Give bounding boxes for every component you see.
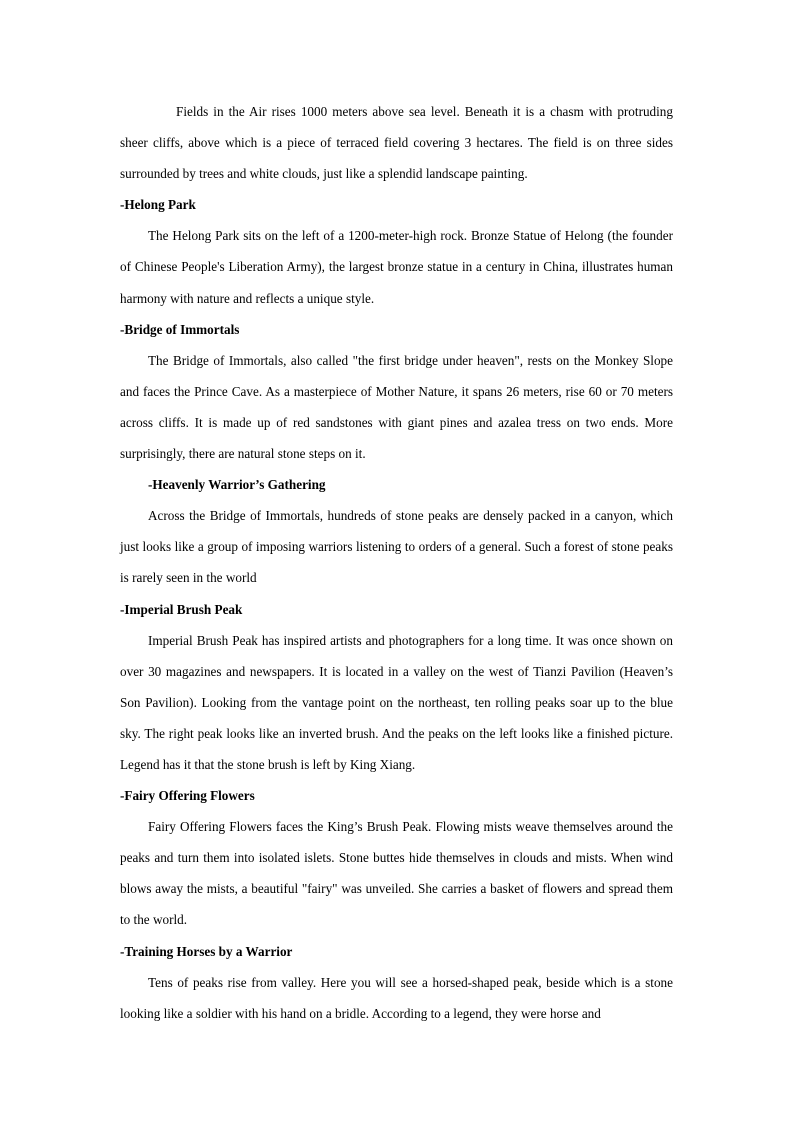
section-body-fairy-offering-flowers: Fairy Offering Flowers faces the King’s Brush Peak. Flowing mists weave themselves around the peaks and turn them into isolated islets. Stone buttes hide themselves in clouds and mists. When wind blows away the mists, a beautiful "fairy" was unveiled. She carries a basket of flowers and spread them to the world. — [120, 819, 673, 928]
section-heading-imperial-brush-peak: -Imperial Brush Peak — [120, 601, 243, 617]
section-heading-helong-park: -Helong Park — [120, 197, 196, 213]
intro-paragraph: Fields in the Air rises 1000 meters above sea level. Beneath it is a chasm with protruding sheer cliffs, above which is a piece of terraced field covering 3 hectares. The field is on three sides surrounded by trees and white clouds, just like a splendid landscape painting. — [120, 104, 673, 182]
section-heading-training-horses: -Training Horses by a Warrior — [120, 943, 293, 959]
section-body-bridge-of-immortals: The Bridge of Immortals, also called "the first bridge under heaven", rests on the Monkey Slope and faces the Prince Cave. As a masterpiece of Mother Nature, it spans 26 meters, rise 60 or 70 meters across cliffs. It is made up of red sandstones with giant pines and azalea tress on two ends. More surprisingly, there are natural stone steps on it. — [120, 352, 673, 462]
section-body-helong-park: The Helong Park sits on the left of a 1200-meter-high rock. Bronze Statue of Helong (the founder of Chinese People's Liberation Army), the largest bronze statue in a century in China, illustrates human harmony with nature and reflects a unique style. — [120, 228, 673, 306]
section-body-training-horses: Tens of peaks rise from valley. Here you will see a horsed-shaped peak, beside which is a stone looking like a soldier with his hand on a bridle. According to a legend, they were horse and — [120, 974, 673, 1021]
document-page — [120, 96, 673, 1029]
section-heading-fairy-offering-flowers: -Fairy Offering Flowers — [120, 788, 255, 804]
section-heading-heavenly-warriors-gathering: -Heavenly Warrior’s Gathering — [148, 477, 326, 493]
section-body-imperial-brush-peak: Imperial Brush Peak has inspired artists and photographers for a long time. It was once shown on over 30 magazines and newspapers. It is located in a valley on the west of Tianzi Pavilion (Heaven’s Son Pavilion). Looking from the vantage point on the northeast, ten rolling peaks soar up to the blue sky. The right peak looks like an inverted brush. And the peaks on the left looks like a finished picture. Legend has it that the stone brush is left by King Xiang. — [120, 632, 673, 772]
section-heading-bridge-of-immortals: -Bridge of Immortals — [120, 321, 240, 337]
section-body-heavenly-warriors-gathering: Across the Bridge of Immortals, hundreds of stone peaks are densely packed in a canyon, which just looks like a group of imposing warriors listening to orders of a general. Such a forest of stone peaks is rarely seen in the world — [120, 508, 673, 586]
